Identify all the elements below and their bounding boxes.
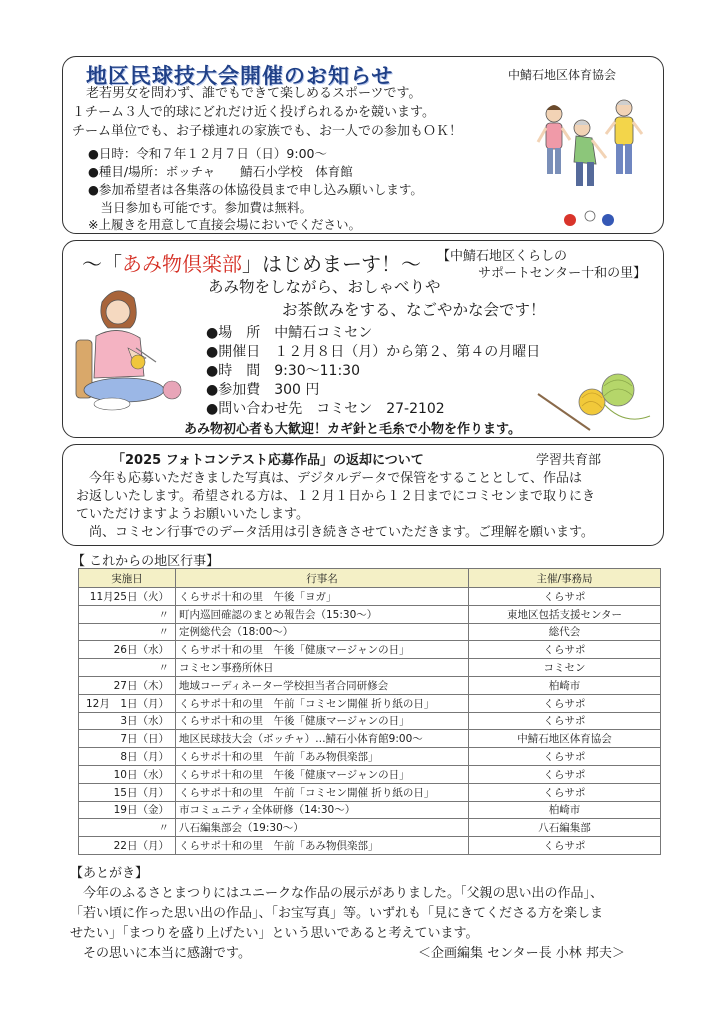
event-date: 〃	[79, 819, 176, 837]
event-name: くらサポ十和の里 午後「ヨガ」	[176, 588, 469, 606]
event-date: 26日（水）	[79, 641, 176, 659]
photo-contest-line: お返しいたします。希望される方は、１２月１日から１２日までにコミセンまで取りにき	[76, 489, 595, 504]
event-host: くらサポ	[469, 588, 661, 606]
knitting-club-subtitle: お茶飲みをする、なごやかな会です！	[282, 301, 546, 319]
event-date: 19日（金）	[79, 801, 176, 819]
event-name: くらサポ十和の里 午前「あみ物倶楽部」	[176, 837, 469, 855]
afterword-line: その思いに本当に感謝です。	[70, 946, 251, 961]
boccia-players-illustration	[532, 88, 652, 230]
event-host: 柏崎市	[469, 801, 661, 819]
table-row	[79, 783, 661, 801]
event-date: 3日（水）	[79, 712, 176, 730]
event-date: 12月 1日（月）	[79, 694, 176, 712]
event-host: くらサポ	[469, 712, 661, 730]
sports-event-line: チーム単位でも、お子様連れの家族でも、お一人での参加もＯＫ！	[72, 124, 463, 139]
event-date: 7日（日）	[79, 730, 176, 748]
sports-event-line: 老若男女を問わず、誰でもできて楽しめるスポーツです。	[86, 86, 422, 101]
event-date: 11月25日（火）	[79, 588, 176, 606]
table-row	[79, 837, 661, 855]
event-name: 町内巡回確認のまとめ報告会（15:30～）	[176, 605, 469, 623]
title-club-name: あみ物倶楽部	[122, 252, 242, 276]
event-date: 27日（木）	[79, 676, 176, 694]
event-name: くらサポ十和の里 午後「健康マージャンの日」	[176, 765, 469, 783]
sports-event-title: 地区民球技大会開催のお知らせ	[86, 64, 394, 88]
events-table-header	[79, 569, 661, 588]
event-name: 市コミュニティ全体研修（14:30～）	[176, 801, 469, 819]
sports-event-apply: ●参加希望者は各集落の体協役員まで申し込み願いします。	[88, 182, 423, 197]
event-host: コミセン	[469, 659, 661, 677]
photo-contest-title: 「2025 フォトコンテスト応募作品」の返却について	[112, 453, 424, 468]
sports-event-organizer: 中鯖石地区体育協会	[508, 68, 617, 82]
photo-contest-organizer: 学習共育部	[536, 453, 602, 468]
knitting-club-place: ●場 所 中鯖石コミセン	[206, 325, 373, 341]
event-host: くらサポ	[469, 837, 661, 855]
event-name: くらサポ十和の里 午前「コミセン開催 折り紙の日」	[176, 694, 469, 712]
yarn-balls-illustration	[534, 368, 652, 434]
knitting-club-contact: ●問い合わせ先 コミセン 27-2102	[206, 401, 445, 417]
table-row	[79, 623, 661, 641]
event-name: くらサポ十和の里 午前「コミセン開催 折り紙の日」	[176, 783, 469, 801]
event-date: 15日（月）	[79, 783, 176, 801]
knitting-club-dates: ●開催日 １２月８日（月）から第２、第４の月曜日	[206, 344, 541, 360]
event-date: 22日（月）	[79, 837, 176, 855]
event-date: 8日（月）	[79, 748, 176, 766]
events-table	[78, 568, 661, 855]
table-row	[79, 819, 661, 837]
knitting-club-subtitle: あみ物をしながら、おしゃべりや	[208, 278, 441, 296]
events-heading: 【 これからの地区行事】	[72, 554, 220, 569]
table-row	[79, 748, 661, 766]
table-row	[79, 712, 661, 730]
event-host: くらサポ	[469, 783, 661, 801]
event-name: コミセン事務所休日	[176, 659, 469, 677]
event-host: 中鯖石地区体育協会	[469, 730, 661, 748]
knitting-club-org-line1: 【中鯖石地区くらしの	[437, 249, 568, 264]
event-name: 定例総代会（18:00～）	[176, 623, 469, 641]
afterword-heading: 【あとがき】	[70, 866, 149, 881]
knitting-club-fee: ●参加費 300 円	[206, 382, 320, 398]
title-suffix: 」はじめまーす！～	[242, 252, 421, 276]
table-row	[79, 588, 661, 606]
table-row	[79, 605, 661, 623]
column-host: 主催/事務局	[469, 569, 661, 588]
table-row	[79, 659, 661, 677]
knitting-woman-illustration	[72, 278, 197, 418]
event-name: 地域コーディネーター学校担当者合同研修会	[176, 676, 469, 694]
afterword-signature: ＜企画編集 センター長 小林 邦夫＞	[418, 946, 625, 961]
event-host: 東地区包括支援センター	[469, 605, 661, 623]
event-host: くらサポ	[469, 748, 661, 766]
table-row	[79, 694, 661, 712]
knitting-club-welcome: あみ物初心者も大歓迎！カギ針と毛糸で小物を作ります。	[184, 422, 521, 437]
sports-event-line: １チーム３人で的球にどれだけ近く投げられるかを競います。	[72, 105, 435, 120]
sports-event-venue: ●種目/場所：ボッチャ 鯖石小学校 体育館	[88, 164, 353, 179]
knitting-club-org-line2: サポートセンター十和の里】	[478, 266, 647, 281]
table-row	[79, 641, 661, 659]
title-prefix: ～「	[82, 252, 122, 276]
table-row	[79, 765, 661, 783]
sports-event-fee: 当日参加も可能です。参加費は無料。	[88, 200, 313, 215]
sports-event-date: ●日時：令和７年１２月７日（日）9:00～	[88, 146, 327, 161]
table-row	[79, 730, 661, 748]
event-host: くらサポ	[469, 694, 661, 712]
event-host: 八石編集部	[469, 819, 661, 837]
event-date: 〃	[79, 659, 176, 677]
knitting-club-time: ●時 間 9:30～11:30	[206, 363, 360, 379]
column-date: 実施日	[79, 569, 176, 588]
event-date: 10日（水）	[79, 765, 176, 783]
event-host: 柏崎市	[469, 676, 661, 694]
event-host: くらサポ	[469, 641, 661, 659]
photo-contest-line: 今年も応募いただきました写真は、デジタルデータで保管をすることとして、作品は	[76, 471, 582, 486]
afterword-line: 「若い頃に作った思い出の作品」、「お宝写真」等。いずれも「見にきてくださる方を楽しま	[70, 906, 604, 921]
knitting-club-title	[82, 248, 421, 277]
event-date: 〃	[79, 623, 176, 641]
column-event: 行事名	[176, 569, 469, 588]
photo-contest-line: 尚、コミセン行事でのデータ活用は引き続きさせていただきます。ご理解を願います。	[76, 525, 594, 540]
event-name: くらサポ十和の里 午前「あみ物倶楽部」	[176, 748, 469, 766]
event-host: 総代会	[469, 623, 661, 641]
event-host: くらサポ	[469, 765, 661, 783]
afterword-line: せたい」「まつりを盛り上げたい」という思いであると考えています。	[70, 926, 479, 941]
photo-contest-line: ていただけますようお願いいたします。	[76, 507, 309, 522]
event-name: くらサポ十和の里 午後「健康マージャンの日」	[176, 712, 469, 730]
afterword-line: 今年のふるさとまつりにはユニークな作品の展示がありました。「父親の思い出の作品」、	[70, 886, 604, 901]
event-name: 地区民球技大会（ボッチャ）…鯖石小体育館9:00～	[176, 730, 469, 748]
event-date: 〃	[79, 605, 176, 623]
event-name: くらサポ十和の里 午後「健康マージャンの日」	[176, 641, 469, 659]
event-name: 八石編集部会（19:30～）	[176, 819, 469, 837]
table-row	[79, 801, 661, 819]
table-row	[79, 676, 661, 694]
sports-event-note: ※上履きを用意して直接会場においでください。	[88, 217, 361, 232]
